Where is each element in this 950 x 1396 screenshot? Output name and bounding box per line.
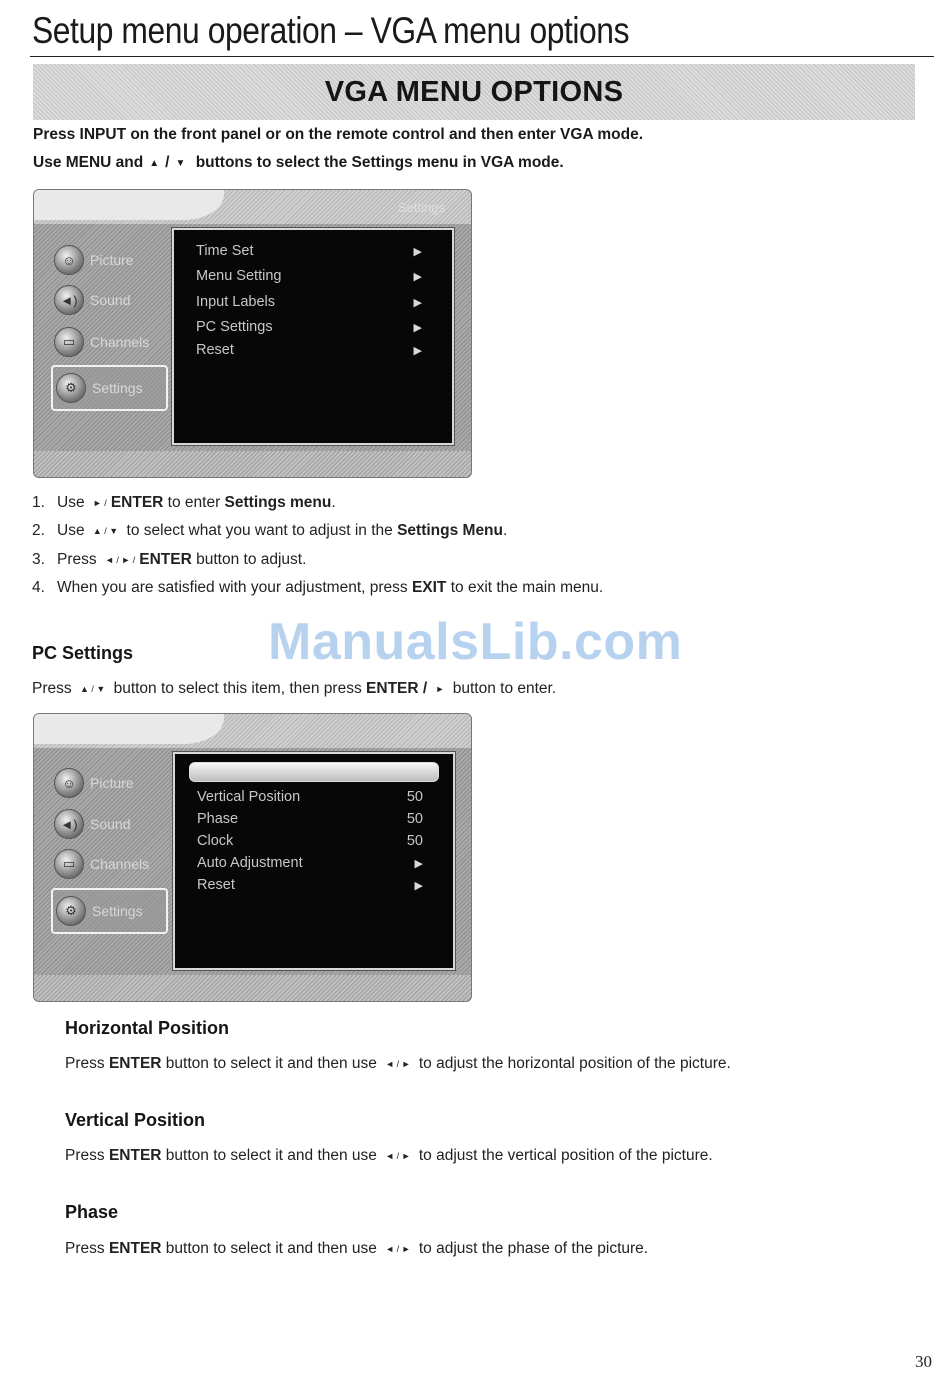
page-number: 30 <box>915 1352 932 1371</box>
sidebar-item-channels[interactable] <box>54 849 174 879</box>
settings-options-panel <box>172 228 454 445</box>
intro-line-2 <box>33 154 564 172</box>
step-text: When you are satisfied with your adjustment, press <box>57 578 408 596</box>
sidebar-item-settings[interactable] <box>51 888 168 934</box>
list-item <box>32 522 603 550</box>
menu-bottom-bar <box>34 451 471 477</box>
step-bold: ENTER <box>110 494 164 511</box>
right-arrow-icon: ► <box>435 684 445 694</box>
phase-heading: Phase <box>65 1202 119 1222</box>
desc-text: to adjust the vertical position of the picture. <box>418 1147 713 1164</box>
page-title: Setup menu operation – VGA menu options <box>32 10 630 51</box>
sidebar-item-sound[interactable] <box>54 285 174 315</box>
intro-line-1: Press INPUT on the front panel or on the remote control and then enter VGA mode. <box>33 126 644 143</box>
phase-description <box>65 1240 648 1258</box>
left-right-arrow-icon: ◄ / ► <box>385 1059 411 1069</box>
horizontal-position-description <box>65 1055 731 1073</box>
desc-text: Press <box>65 1147 109 1164</box>
step-text: to exit the main menu. <box>446 578 604 596</box>
list-item <box>32 494 603 522</box>
step-text: Use <box>57 522 85 540</box>
sidebar-label: Settings <box>92 903 143 919</box>
menu-item-value: 50 <box>406 811 423 827</box>
desc-text: to adjust the horizontal position of the picture. <box>418 1055 731 1072</box>
menu-item-phase[interactable] <box>197 808 423 830</box>
pc-settings-menu-screenshot <box>33 713 472 1002</box>
channels-icon: ▭ <box>54 849 84 879</box>
right-arrow-icon: ► / <box>92 498 107 508</box>
desc-text: button to select this item, then press <box>113 680 362 697</box>
step-text: Press <box>57 550 97 568</box>
menu-item-label: PC Settings <box>196 319 273 335</box>
step-number: 3. <box>32 550 45 568</box>
sidebar-item-channels[interactable] <box>54 327 174 357</box>
sidebar-item-settings[interactable] <box>51 365 168 411</box>
sidebar-item-picture[interactable] <box>54 768 174 798</box>
pc-settings-options-panel <box>173 752 455 970</box>
sidebar-label: Channels <box>90 334 150 350</box>
step-bold: Settings menu <box>224 494 332 511</box>
menu-item-label: Vertical Position <box>197 789 301 805</box>
chevron-right-icon: ▶ <box>413 321 422 334</box>
sidebar-label: Channels <box>90 856 150 872</box>
chevron-right-icon: ▶ <box>413 245 422 258</box>
up-down-arrow-icon: ▲ / ▼ <box>79 684 106 694</box>
menu-item-pc-settings[interactable] <box>196 316 422 338</box>
desc-text: Press <box>32 680 72 697</box>
menu-item-label: Auto Adjustment <box>197 855 303 871</box>
picture-icon: ☺ <box>54 768 84 798</box>
section-banner <box>33 64 915 120</box>
menu-item-vertical-position[interactable] <box>197 786 423 808</box>
step-number: 1. <box>32 494 45 511</box>
step-text: Use <box>57 494 85 511</box>
step-text: to select what you want to adjust in the <box>122 522 398 540</box>
left-right-arrow-icon: ◄ / ► <box>385 1244 411 1254</box>
desc-text: Press <box>65 1240 109 1257</box>
menu-item-label: Reset <box>196 342 234 358</box>
menu-item-label: Reset <box>197 877 235 893</box>
menu-bottom-bar <box>34 975 471 1001</box>
separator: / <box>165 154 170 171</box>
pc-settings-description <box>32 680 556 698</box>
chevron-right-icon: ▶ <box>413 344 422 357</box>
step-text: . <box>331 494 336 511</box>
sidebar-label: Settings <box>92 380 143 396</box>
settings-menu-screenshot <box>33 189 472 478</box>
step-number: 2. <box>32 522 45 540</box>
down-arrow-icon: ▼ <box>175 158 186 169</box>
chevron-right-icon: ▶ <box>414 879 423 892</box>
settings-icon: ⚙ <box>56 896 86 926</box>
step-bold: EXIT <box>411 578 447 596</box>
sound-icon: ◄) <box>54 285 84 315</box>
menu-title: Settings <box>398 200 445 215</box>
left-right-arrow-icon: ◄ / ► <box>385 1151 411 1161</box>
intro-text: Use MENU and <box>33 154 144 171</box>
step-text: to enter <box>163 494 225 511</box>
sidebar-label: Picture <box>90 775 134 791</box>
menu-item-menu-setting[interactable] <box>196 265 422 287</box>
sidebar-item-picture[interactable] <box>54 245 174 275</box>
settings-icon: ⚙ <box>56 373 86 403</box>
step-number: 4. <box>32 578 45 596</box>
menu-item-time-set[interactable] <box>196 240 422 262</box>
pc-settings-heading: PC Settings <box>32 643 134 663</box>
banner-title: VGA MENU OPTIONS <box>324 75 624 108</box>
menu-top-bar <box>34 714 471 748</box>
sidebar-label: Sound <box>90 816 131 832</box>
chevron-right-icon: ▶ <box>413 296 422 309</box>
watermark: ManualsLib.com <box>268 613 683 671</box>
desc-text: Press <box>65 1055 109 1072</box>
desc-text: button to select it and then use <box>161 1147 377 1164</box>
menu-item-clock[interactable] <box>197 830 423 852</box>
menu-item-label: Time Set <box>196 243 254 259</box>
menu-item-reset[interactable] <box>196 339 422 361</box>
chevron-right-icon: ▶ <box>414 857 423 870</box>
selected-item-highlight[interactable] <box>189 762 439 782</box>
sidebar-label: Picture <box>90 252 134 268</box>
chevron-right-icon: ▶ <box>413 270 422 283</box>
vertical-position-description <box>65 1147 713 1165</box>
menu-item-value: 50 <box>406 789 423 805</box>
desc-text: button to enter. <box>452 680 557 697</box>
step-text: . <box>503 522 508 540</box>
picture-icon: ☺ <box>54 245 84 275</box>
instruction-steps <box>32 494 603 607</box>
menu-item-label: Phase <box>197 811 239 827</box>
channels-icon: ▭ <box>54 327 84 357</box>
desc-text: button to select it and then use <box>161 1055 377 1072</box>
left-right-arrow-icon: ◄ / ► / <box>104 554 136 565</box>
menu-item-label: Clock <box>197 833 234 849</box>
desc-bold: ENTER <box>108 1055 162 1072</box>
desc-bold: ENTER / <box>366 680 428 697</box>
menu-item-label: Menu Setting <box>196 268 282 284</box>
step-bold: ENTER <box>139 550 192 568</box>
up-down-arrow-icon: ▲ / ▼ <box>92 526 119 537</box>
menu-item-input-labels[interactable] <box>196 291 422 313</box>
vertical-position-heading: Vertical Position <box>65 1110 206 1130</box>
desc-bold: ENTER <box>108 1240 162 1257</box>
desc-text: button to select it and then use <box>161 1240 377 1257</box>
list-item <box>32 579 603 607</box>
horizontal-position-heading: Horizontal Position <box>65 1018 229 1038</box>
step-text: button to adjust. <box>191 550 307 568</box>
sidebar-item-sound[interactable] <box>54 809 174 839</box>
sound-icon: ◄) <box>54 809 84 839</box>
menu-item-label: Input Labels <box>196 294 276 310</box>
sidebar-label: Sound <box>90 292 131 308</box>
intro-text: buttons to select the Settings menu in VGA mode. <box>195 154 564 171</box>
list-item <box>32 551 603 579</box>
menu-item-reset[interactable] <box>197 874 423 896</box>
step-bold: Settings Menu <box>397 522 503 540</box>
desc-bold: ENTER <box>108 1147 162 1164</box>
menu-item-value: 50 <box>406 833 423 849</box>
title-divider <box>30 56 934 57</box>
menu-item-auto-adjustment[interactable] <box>197 852 423 874</box>
desc-text: to adjust the phase of the picture. <box>418 1240 649 1257</box>
up-arrow-icon: ▲ <box>149 158 160 169</box>
